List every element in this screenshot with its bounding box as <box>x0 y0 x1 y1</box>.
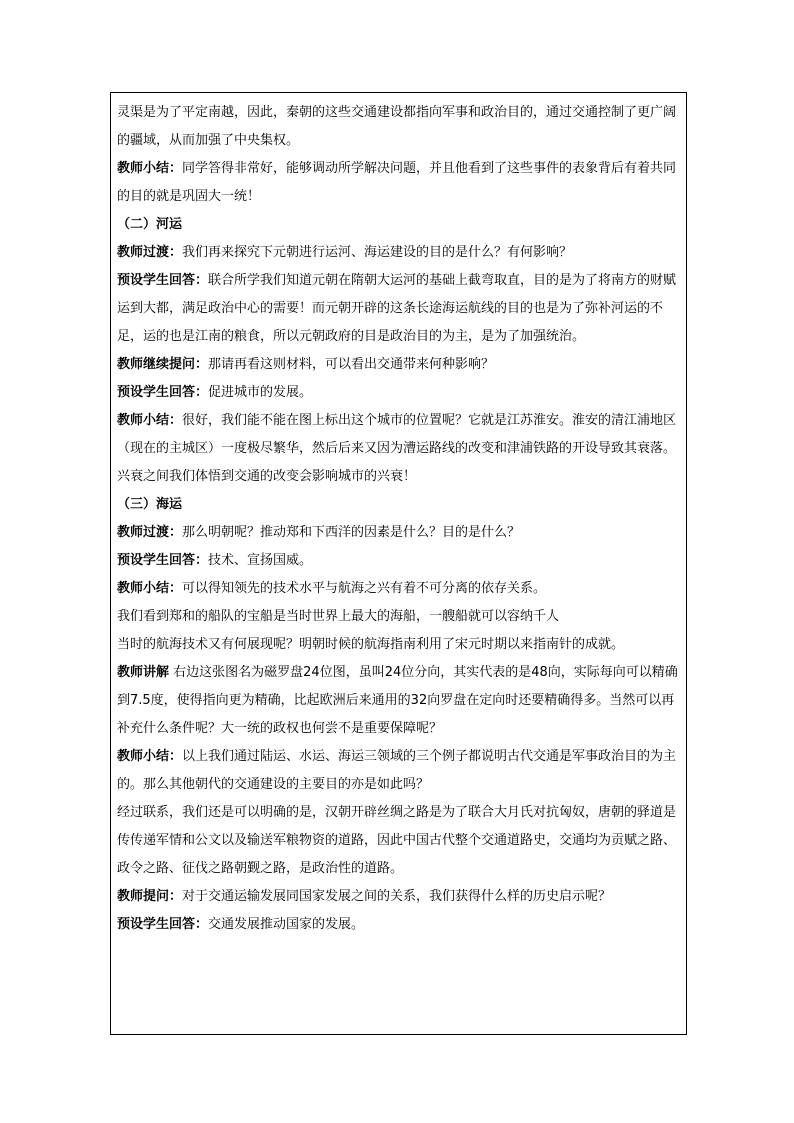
paragraph-text: 对于交通运输发展同国家发展之间的关系，我们获得什么样的历史启示呢？ <box>182 889 612 904</box>
speaker-label: 教师小结： <box>117 749 183 764</box>
paragraph <box>117 659 683 743</box>
speaker-label: 教师过渡： <box>117 525 183 540</box>
paragraph <box>117 267 683 351</box>
speaker-label: 教师小结： <box>117 161 183 176</box>
paragraph <box>117 575 683 603</box>
paragraph-text: 以上我们通过陆运、水运、海运三领域的三个例子都说明古代交通是军事政治目的为主的。那么其他朝代的交通建设的主要目的亦是如此吗？ <box>117 749 677 792</box>
paragraph <box>117 547 683 575</box>
paragraph-text: 经过联系，我们还是可以明确的是，汉朝开辟丝绸之路是为了联合大月氏对抗匈奴，唐朝的驿道是传传递军情和公文以及输送军粮物资的道路，因此中国古代整个交通道路史，交通均为贡赋之路、政令之路、征伐之路朝觐之路，是政治性的道路。 <box>117 805 677 876</box>
paragraph-text: 交通发展推动国家的发展。 <box>208 917 365 932</box>
paragraph <box>117 351 683 379</box>
paragraph-text: 我们再来探究下元朝进行运河、海运建设的目的是什么？有何影响？ <box>182 245 573 260</box>
paragraph <box>117 99 683 155</box>
paragraph-text: 联合所学我们知道元朝在隋朝大运河的基础上截弯取直，目的是为了将南方的财赋运到大都，满足政治中心的需要！而元朝开辟的这条长途海运航线的目的也是为了弥补河运的不足，运的也是江南的粮食，所以元朝政府的目是政治目的为主，是为了加强统治。 <box>117 273 677 344</box>
paragraph <box>117 799 683 883</box>
paragraph-text: 技术、宣扬国威。 <box>208 553 313 568</box>
paragraph-text: 当时的航海技术又有何展现呢？明朝时候的航海指南利用了宋元时期以来指南针的成就。 <box>117 637 625 652</box>
section-heading-text: （二）河运 <box>117 217 183 232</box>
paragraph-text: 很好，我们能不能在图上标出这个城市的位置呢？它就是江苏淮安。淮安的清江浦地区（现在的主城区）一度极尽繁华，然后后来又因为漕运路线的改变和津浦铁路的开设导致其衰落。兴衰之间我们体悟到交通的改变会影响城市的兴衰！ <box>117 413 677 484</box>
speaker-label: 教师继续提问： <box>117 357 209 372</box>
paragraph <box>117 407 683 491</box>
paragraph-text: 同学答得非常好，能够调动所学解决问题，并且他看到了这些事件的表象背后有着共同的目的就是巩固大一统！ <box>117 161 677 204</box>
paragraph <box>117 519 683 547</box>
document-content <box>117 99 683 939</box>
paragraph <box>117 911 683 939</box>
section-heading <box>117 491 683 519</box>
speaker-label: 教师过渡： <box>117 245 183 260</box>
paragraph <box>117 239 683 267</box>
paragraph-text: 那么明朝呢？推动郑和下西洋的因素是什么？目的是什么？ <box>182 525 521 540</box>
section-heading <box>117 211 683 239</box>
speaker-label: 教师小结： <box>117 413 183 428</box>
paragraph-text: 我们看到郑和的船队的宝船是当时世界上最大的海船，一艘船就可以容纳千人 <box>117 609 560 624</box>
speaker-label: 教师讲解 <box>117 665 170 680</box>
paragraph <box>117 379 683 407</box>
paragraph <box>117 631 683 659</box>
paragraph <box>117 883 683 911</box>
paragraph <box>117 155 683 211</box>
speaker-label: 预设学生回答： <box>117 273 209 288</box>
paragraph-text: 促进城市的发展。 <box>208 385 313 400</box>
paragraph-text: 那请再看这则材料，可以看出交通带来何种影响？ <box>208 357 495 372</box>
paragraph-text: 灵渠是为了平定南越，因此，秦朝的这些交通建设都指向军事和政治目的，通过交通控制了更广阔的疆域，从而加强了中央集权。 <box>117 105 677 148</box>
paragraph-text: 右边这张图名为磁罗盘24位图，虽叫24位分向，其实代表的是48向，实际每向可以精确到7.5度，使得指向更为精确，比起欧洲后来通用的32向罗盘在定向时还要精确得多。当然可以再补充什么条件呢？大一统的政权也何尝不是重要保障呢？ <box>117 665 678 736</box>
document-table-cell <box>110 92 687 1035</box>
speaker-label: 教师小结： <box>117 581 183 596</box>
paragraph-text: 可以得知领先的技术水平与航海之兴有着不可分离的依存关系。 <box>182 581 547 596</box>
section-heading-text: （三）海运 <box>117 497 183 512</box>
speaker-label: 预设学生回答： <box>117 385 209 400</box>
speaker-label: 预设学生回答： <box>117 917 209 932</box>
speaker-label: 教师提问： <box>117 889 183 904</box>
paragraph <box>117 603 683 631</box>
speaker-label: 预设学生回答： <box>117 553 209 568</box>
paragraph <box>117 743 683 799</box>
